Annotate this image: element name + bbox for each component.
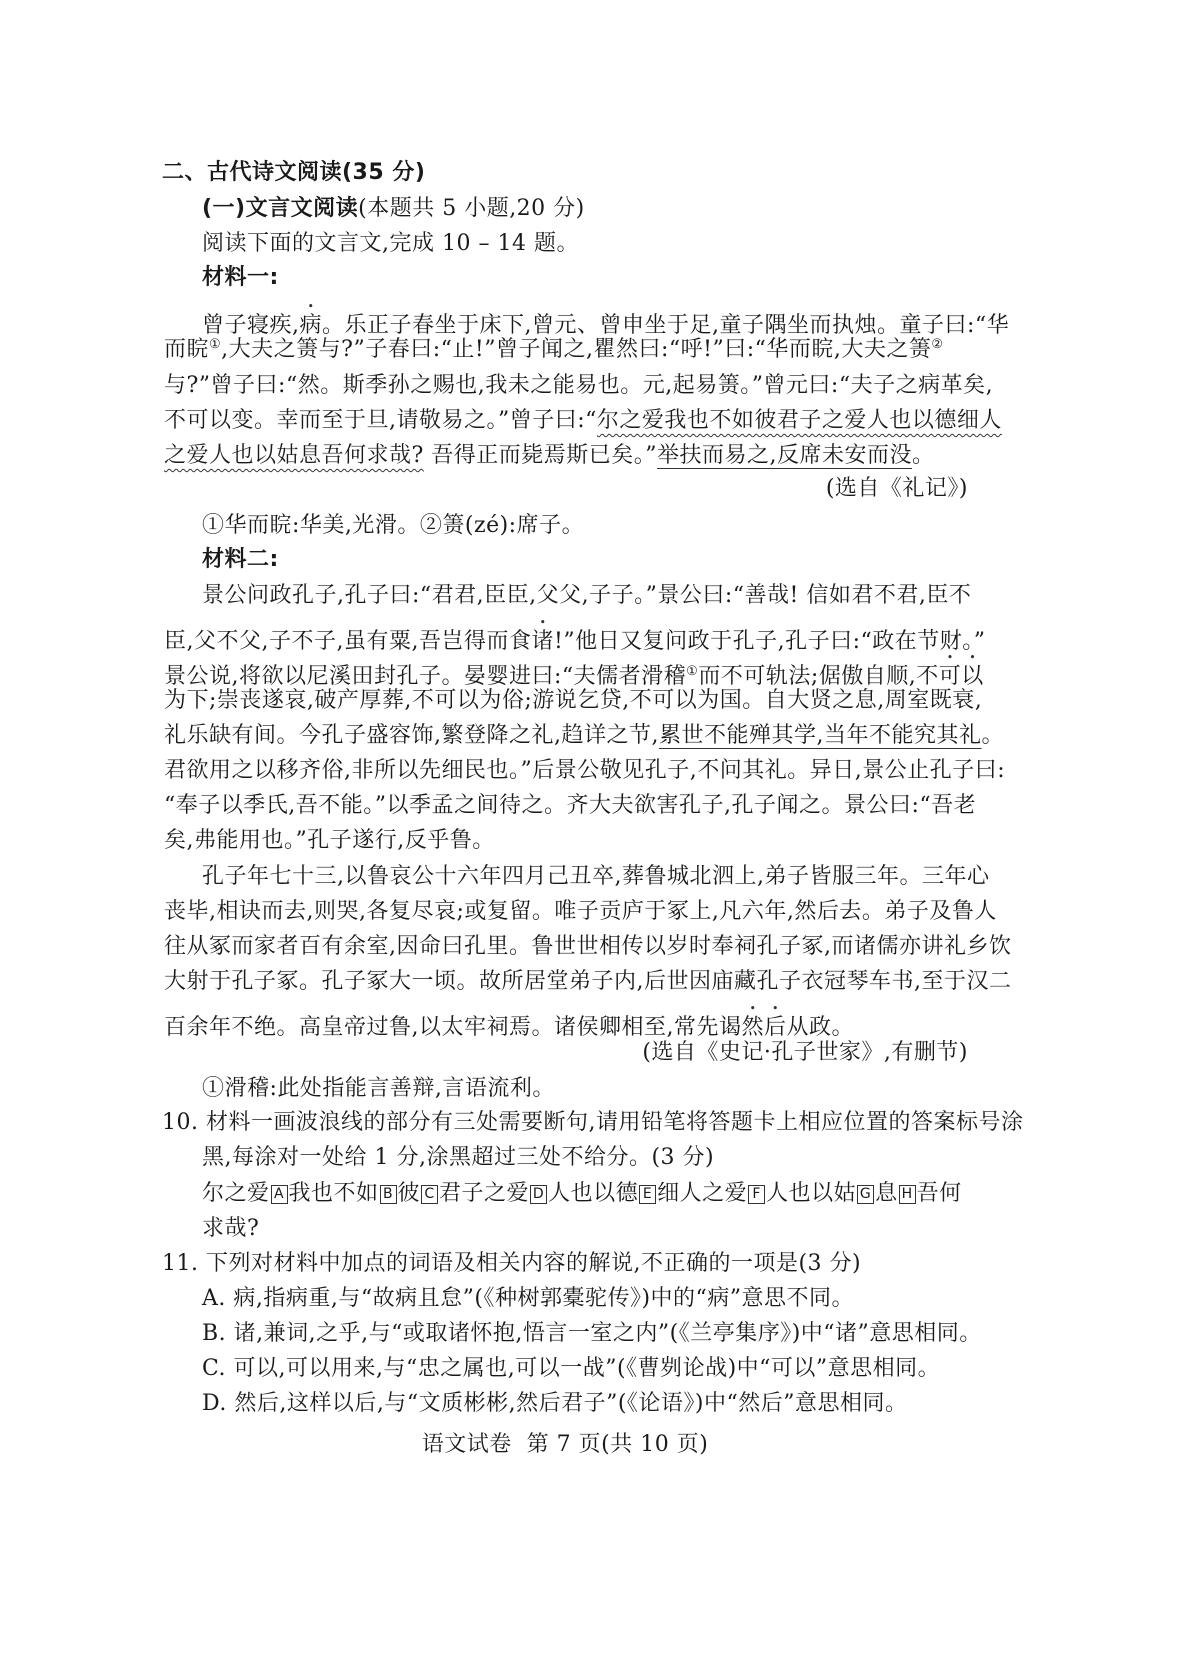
page-footer: 语文试卷 第 7 页(共 10 页) xyxy=(421,1432,709,1457)
material1-source: (选自《礼记》) xyxy=(825,476,968,501)
material2-p1-line-8: 矣,弗能用也。”孔子遂行,反乎鲁。 xyxy=(164,828,495,853)
text-run: 而不可轨法;倨傲自顺,不 xyxy=(698,664,939,689)
q10-segment: 人也以姑 xyxy=(766,1181,857,1206)
subsection-title-bold: (一)文言文阅读 xyxy=(202,196,359,221)
q10-segment: 细人之爱 xyxy=(657,1181,748,1206)
material2-p1-line-6: 君欲用之以移齐俗,非所以先细民也。”后景公敬见孔子,不问其礼。异日,景公止孔子曰: xyxy=(164,758,1006,783)
q10-answer-sentence xyxy=(202,1179,962,1209)
material2-p2-line-3: 往从冢而家者百有余室,因命曰孔里。鲁世世相传以岁时奉祠孔子冢,而诸儒亦讲礼乡饮 xyxy=(164,934,1012,959)
answer-box-b[interactable]: B xyxy=(380,1185,397,1204)
wavy-underline-2: 之爱人也以姑息吾何求哉? xyxy=(164,443,424,468)
q10-segment: 彼 xyxy=(397,1181,421,1206)
underlined-sentence-1: 举扶而易之,反席未安而没 xyxy=(657,443,913,468)
q10-segment: 我也不如 xyxy=(288,1181,379,1206)
footnote-mark-2: ② xyxy=(931,337,944,352)
answer-box-a[interactable]: A xyxy=(271,1185,288,1204)
q11-option-b[interactable]: B. 诸,兼词,之乎,与“或取诸怀抱,悟言一室之内”(《兰亭集序》)中“诸”意思相同。 xyxy=(202,1321,982,1346)
text-run: 。乐正子春坐于床下,曾元、曾申坐于足,童子隅坐而执烛。童子曰:“华 xyxy=(322,313,1010,338)
q10-segment: 君子之爱 xyxy=(439,1181,530,1206)
q10-stem-line-2: 黑,每涂对一处给 1 分,涂黑超过三处不给分。(3 分) xyxy=(202,1145,715,1170)
footnote-mark-1: ① xyxy=(209,337,222,352)
dotted-word-keyi: 可以 xyxy=(938,664,984,689)
text-run: 从政。 xyxy=(786,1015,855,1040)
dotted-word-zhu: 诸 xyxy=(531,629,554,654)
answer-box-f[interactable]: F xyxy=(748,1185,765,1204)
material2-p2-line-2: 丧毕,相诀而去,则哭,各复尽哀;或复留。唯子贡庐于冢上,凡六年,然后去。弟子及鲁人 xyxy=(164,899,997,924)
q10-segment: 息 xyxy=(875,1181,898,1206)
material2-p2-line-1: 孔子年七十三,以鲁哀公十六年四月己丑卒,葬鲁城北泗上,弟子皆服三年。三年心 xyxy=(202,864,990,889)
q11-option-a[interactable]: A. 病,指病重,与“故病且怠”(《种树郭橐驼传》)中的“病”意思不同。 xyxy=(202,1286,855,1311)
material2-note: ①滑稽:此处指能言善辩,言语流利。 xyxy=(202,1076,555,1101)
material2-heading: 材料二: xyxy=(202,547,279,572)
dotted-word-ranhou: 然后 xyxy=(741,1015,787,1040)
footnote-mark-3: ① xyxy=(686,664,699,679)
material2-p2-line-4: 大射于孔子冢。孔子冢大一顷。故所居堂弟子内,后世因庙藏孔子衣冠琴车书,至于汉二 xyxy=(164,969,1012,994)
text-run: ,大夫之箦与?”子春曰:“止!”曾子闻之,瞿然曰:“呼!”曰:“华而睆,大夫之箦 xyxy=(221,337,932,362)
subsection-title-rest: (本题共 5 小题,20 分) xyxy=(358,196,585,221)
text-run: !”他日又复问政于孔子,孔子曰:“政在节财。” xyxy=(554,629,986,654)
text-run: 景公说,将欲以尼溪田封孔子。晏婴进曰:“夫儒者滑稽 xyxy=(164,664,687,689)
text-run: 礼乐缺有间。今孔子盛容饰,繁登降之礼,趋详之节, xyxy=(164,723,659,748)
material2-p1-line-5 xyxy=(164,721,1004,751)
q11-option-c[interactable]: C. 可以,可以用来,与“忠之属也,可以一战”(《曹刿论战)中“可以”意思相同。 xyxy=(202,1356,941,1381)
text-run: 而睆 xyxy=(164,337,210,362)
text-run: 曾子寝疾, xyxy=(202,313,300,338)
material1-line-2 xyxy=(164,335,944,365)
answer-box-c[interactable]: C xyxy=(421,1185,438,1204)
q10-stem-line-1: 10. 材料一画波浪线的部分有三处需要断句,请用铅笔将答题卡上相应位置的答案标号涂 xyxy=(162,1110,1024,1135)
section-title: 二、古代诗文阅读(35 分) xyxy=(162,160,426,185)
wavy-underline-1: 尔之爱我也不如彼君子之爱人也以德细人 xyxy=(596,408,1002,433)
q11-stem: 11. 下列对材料中加点的词语及相关内容的解说,不正确的一项是(3 分) xyxy=(162,1251,862,1276)
answer-box-d[interactable]: D xyxy=(530,1185,547,1204)
q10-segment: 吾何 xyxy=(916,1181,962,1206)
text-run: 。 xyxy=(981,723,1004,748)
text-run: 臣,父不父,子不子,虽有粟,吾岂得而食 xyxy=(164,629,532,654)
text-run: 百余年不绝。高皇帝过鲁,以太牢祠焉。诸侯卿相至,常先谒 xyxy=(164,1015,742,1040)
material2-p1-line-1: 景公问政孔子,孔子曰:“君君,臣臣,父父,子子。”景公曰:“善哉! 信如君不君,臣不 xyxy=(202,583,972,608)
q11-option-d[interactable]: D. 然后,这样以后,与“文质彬彬,然后君子”(《论语》)中“然后”意思相同。 xyxy=(202,1391,908,1416)
text-run: 吾得正而毙焉斯已矣。” xyxy=(423,443,658,468)
text-run: 。 xyxy=(912,443,935,468)
material2-source: (选自《史记·孔子世家》,有删节) xyxy=(642,1040,968,1065)
material1-line-5 xyxy=(164,441,935,471)
material2-p1-line-4: 为下;崇丧遂哀,破产厚葬,不可以为俗;游说乞贷,不可以为国。自大贤之息,周室既衰, xyxy=(164,688,983,713)
answer-box-e[interactable]: E xyxy=(639,1185,656,1204)
dotted-word-bing: 病 xyxy=(299,313,323,338)
q10-answer-sentence-end: 求哉? xyxy=(202,1216,260,1241)
text-run: 不可以变。幸而至于旦,请敬易之。”曾子曰:“ xyxy=(164,408,597,433)
material1-line-3: 与?”曾子曰:“然。斯季孙之赐也,我未之能易也。元,起易箦。”曾元曰:“夫子之病革矣, xyxy=(164,373,994,398)
answer-box-h[interactable]: H xyxy=(899,1185,916,1204)
answer-box-g[interactable]: G xyxy=(857,1185,874,1204)
material1-note: ①华而睆:华美,光滑。②箦(zé):席子。 xyxy=(202,513,585,538)
q10-segment: 尔之爱 xyxy=(202,1181,270,1206)
material1-line-4 xyxy=(164,406,1002,436)
material1-heading: 材料一: xyxy=(202,265,279,290)
q10-segment: 人也以德 xyxy=(548,1181,639,1206)
material2-p2-line-5 xyxy=(164,1002,854,1043)
subsection-title xyxy=(202,194,585,224)
material2-p1-line-7: “奉子以季氏,吾不能。”以季孟之间待之。齐大夫欲害孔子,孔子闻之。景公曰:“吾老 xyxy=(164,793,977,818)
underlined-sentence-2: 累世不能殚其学,当年不能究其礼 xyxy=(658,723,982,748)
instruction: 阅读下面的文言文,完成 10 – 14 题。 xyxy=(202,231,579,256)
